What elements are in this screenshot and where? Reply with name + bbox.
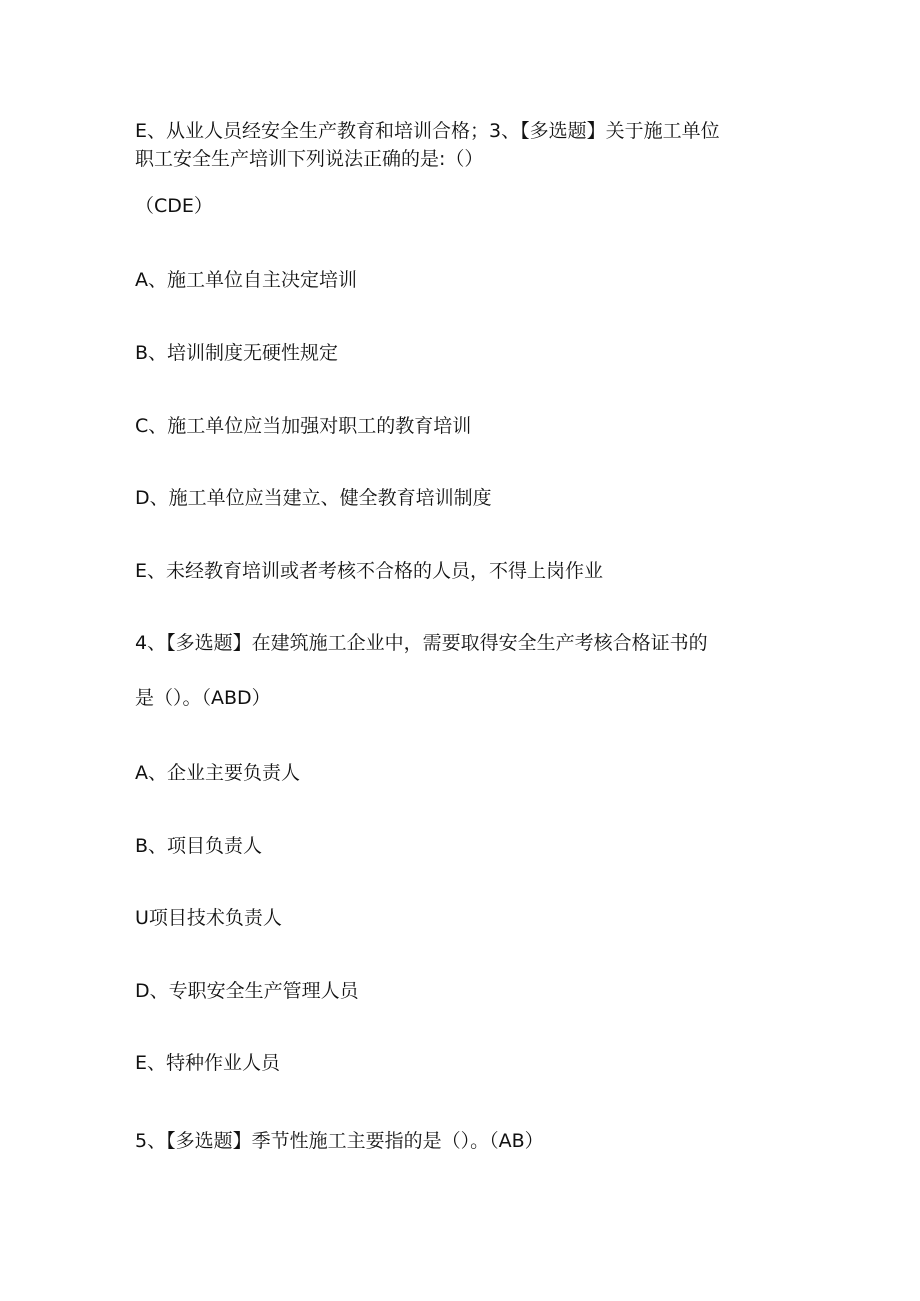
question-4-option-b: B、项目负责人 — [135, 835, 263, 857]
question-3-text: 职工安全生产培训下列说法正确的是:（） — [135, 148, 484, 170]
question-3-option-c: C、施工单位应当加强对职工的教育培训 — [135, 415, 472, 437]
question-3-option-d: D、施工单位应当建立、健全教育培训制度 — [135, 487, 492, 509]
question-3-option-a: A、施工单位自主决定培训 — [135, 269, 357, 291]
question-3-option-b: B、培训制度无硬性规定 — [135, 342, 339, 364]
question-3-option-e: E、未经教育培训或者考核不合格的人员，不得上岗作业 — [135, 560, 604, 582]
question-5-text: 5、【多选题】季节性施工主要指的是（）。（AB） — [135, 1130, 544, 1152]
option-e-line: E、从业人员经安全生产教育和培训合格；3、【多选题】关于施工单位 — [135, 120, 720, 142]
question-4-option-a: A、企业主要负责人 — [135, 762, 300, 784]
question-4-option-c: U项目技术负责人 — [135, 907, 282, 929]
question-4-text-continued: 是（）。（ABD） — [135, 687, 271, 709]
question-3-answer: （CDE） — [135, 195, 213, 217]
question-4-text: 4、【多选题】在建筑施工企业中，需要取得安全生产考核合格证书的 — [135, 632, 708, 654]
question-4-option-d: D、专职安全生产管理人员 — [135, 980, 359, 1002]
question-4-option-e: E、特种作业人员 — [135, 1052, 281, 1074]
